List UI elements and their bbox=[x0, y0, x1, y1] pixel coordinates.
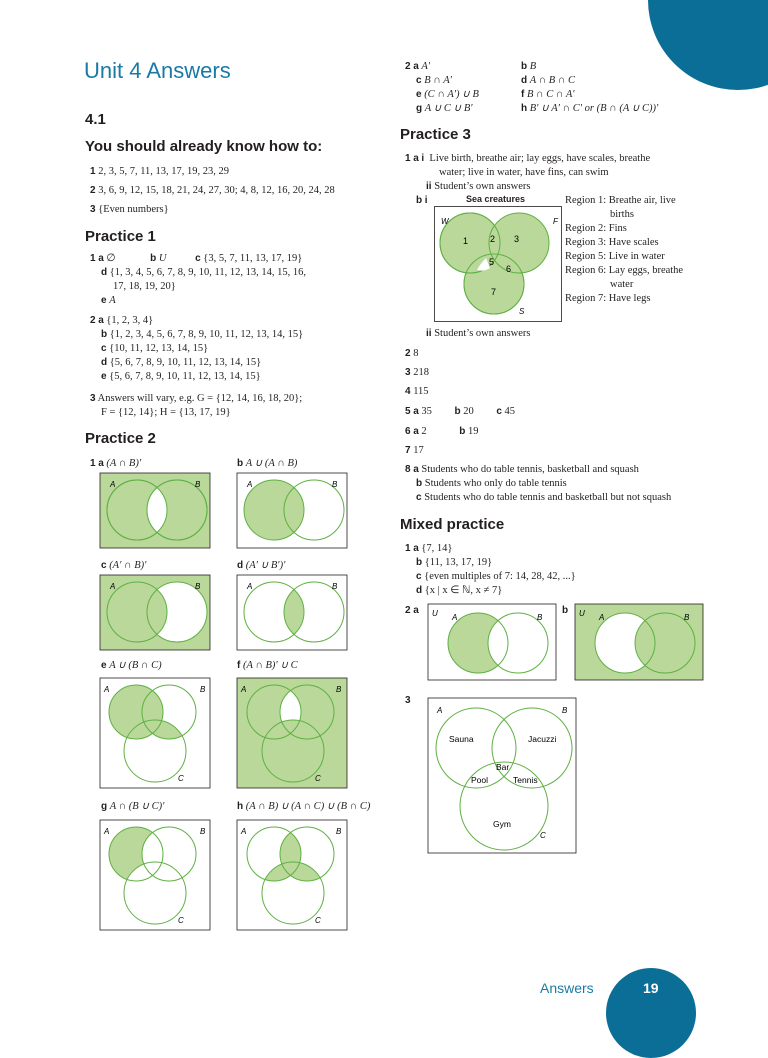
p2-cap-d: d (A′ ∪ B′)′ bbox=[237, 560, 286, 571]
p3-q4: 4 115 bbox=[405, 386, 429, 397]
set-label-b: B bbox=[562, 706, 568, 715]
mixed-q2a-label: 2 a bbox=[405, 605, 419, 616]
practice-3-heading: Practice 3 bbox=[400, 126, 471, 143]
region-2: 2 bbox=[490, 234, 496, 244]
p2-q2-row3: e (C ∩ A′) ∪ B bbox=[416, 89, 479, 100]
set-label-u: U bbox=[432, 609, 438, 618]
set-label-c: C bbox=[178, 774, 184, 783]
venn-mixed-2b bbox=[575, 604, 703, 680]
set-label-a: A bbox=[452, 613, 458, 622]
set-label-s: S bbox=[519, 307, 525, 316]
p2-cap-a: 1 a (A ∩ B)′ bbox=[90, 458, 142, 469]
set-label-a: A bbox=[110, 480, 116, 489]
p2-q2-row4: g A ∪ C ∪ B′ bbox=[416, 103, 473, 114]
p3-q1bii: ii Student’s own answers bbox=[426, 328, 531, 339]
p3-q3: 3 218 bbox=[405, 367, 429, 378]
p3-q1ai-cont: water; live in water, have fins, can swim bbox=[439, 167, 609, 178]
set-label-b: B bbox=[537, 613, 543, 622]
p2-q2-row3b: f B ∩ C ∩ A′ bbox=[521, 89, 575, 100]
p3-q2: 2 8 bbox=[405, 348, 419, 359]
region-5: 5 bbox=[489, 257, 495, 267]
set-label-a: A bbox=[247, 582, 253, 591]
set-label-c: C bbox=[540, 831, 546, 840]
section-number: 4.1 bbox=[85, 111, 106, 128]
label-gym: Gym bbox=[493, 819, 511, 829]
know-line-2: 2 3, 6, 9, 12, 15, 18, 21, 24, 27, 30; 4, 8, 12, 16, 20, 24, 28 bbox=[90, 185, 335, 196]
p1-q1d-cont: 17, 18, 19, 20} bbox=[113, 281, 176, 292]
p1-q3-cont: F = {12, 14}; H = {13, 17, 19} bbox=[101, 407, 231, 418]
page-title: Unit 4 Answers bbox=[84, 58, 231, 83]
region-desc-2: Region 2: Fins bbox=[565, 223, 627, 234]
p2-q2-row1b: b B bbox=[521, 61, 537, 72]
set-label-u: U bbox=[579, 609, 585, 618]
p3-q7: 7 17 bbox=[405, 445, 424, 456]
p3-q5: 5 a 35 b 20 c 45 bbox=[405, 406, 516, 417]
label-jacuzzi: Jacuzzi bbox=[528, 734, 557, 744]
set-label-b: B bbox=[332, 582, 338, 591]
p2-cap-e: e A ∪ (B ∩ C) bbox=[101, 660, 162, 671]
label-tennis: Tennis bbox=[513, 775, 538, 785]
mixed-q1b: b {11, 13, 17, 19} bbox=[416, 557, 493, 568]
region-1: 1 bbox=[463, 236, 469, 246]
p1-q2c: c {10, 11, 12, 13, 14, 15} bbox=[101, 343, 209, 354]
region-desc-1: Region 1: Breathe air, live bbox=[565, 195, 676, 206]
p2-q2-row2b: d A ∩ B ∩ C bbox=[521, 75, 576, 86]
region-desc-1b: births bbox=[610, 209, 634, 220]
p1-q1d: d {1, 3, 4, 5, 6, 7, 8, 9, 10, 11, 12, 13, 14, 15, 16, bbox=[101, 267, 307, 278]
mixed-q1a: 1 a {7, 14} bbox=[405, 543, 453, 554]
page-number: 19 bbox=[643, 980, 659, 996]
p1-q2e: e {5, 6, 7, 8, 9, 10, 11, 12, 13, 14, 15} bbox=[101, 371, 261, 382]
p2-cap-f: f (A ∩ B)′ ∪ C bbox=[237, 660, 298, 671]
practice-2-heading: Practice 2 bbox=[85, 430, 156, 447]
set-label-a: A bbox=[104, 827, 110, 836]
region-desc-6: Region 6: Lay eggs, breathe bbox=[565, 265, 684, 276]
p1-q2d: d {5, 6, 7, 8, 9, 10, 11, 12, 13, 14, 15} bbox=[101, 357, 262, 368]
region-desc-3: Region 3: Have scales bbox=[565, 237, 659, 248]
p1-q1-line1: 1 a ∅ b U c {3, 5, 7, 11, 13, 17, 19} bbox=[90, 253, 303, 264]
practice-1-heading: Practice 1 bbox=[85, 228, 156, 245]
p3-q6: 6 a 2 b 19 bbox=[405, 426, 479, 437]
p1-q2b: b {1, 2, 3, 4, 5, 6, 7, 8, 9, 10, 11, 12, 13, 14, 15} bbox=[101, 329, 304, 340]
know-line-3: 3 {Even numbers} bbox=[90, 204, 169, 215]
p1-q2a: 2 a {1, 2, 3, 4} bbox=[90, 315, 154, 326]
mixed-q1d: d {x | x ∈ ℕ, x ≠ 7} bbox=[416, 585, 503, 596]
label-sauna: Sauna bbox=[449, 734, 474, 744]
set-label-b: B bbox=[684, 613, 690, 622]
set-label-c: C bbox=[315, 916, 321, 925]
p1-q1e: e A bbox=[101, 295, 116, 306]
p3-q1ai: 1 a i Live birth, breathe air; lay eggs, have scales, breathe bbox=[405, 153, 651, 164]
region-desc-5: Region 5: Live in water bbox=[565, 251, 665, 262]
set-label-b: B bbox=[200, 685, 206, 694]
set-label-f: F bbox=[553, 217, 558, 226]
set-label-b: B bbox=[336, 827, 342, 836]
label-bar: Bar bbox=[496, 762, 510, 772]
venn-mixed-2a bbox=[428, 604, 556, 680]
set-label-a: A bbox=[599, 613, 605, 622]
p3-q8b: b Students who only do table tennis bbox=[416, 478, 567, 489]
p3-q1bi: b i bbox=[416, 195, 428, 206]
p2-q2-row1: 2 a A′ bbox=[405, 61, 431, 72]
know-line-1: 1 2, 3, 5, 7, 11, 13, 17, 19, 23, 29 bbox=[90, 166, 230, 177]
set-label-b: B bbox=[195, 582, 201, 591]
p2-q2-row2: c B ∩ A′ bbox=[416, 75, 452, 86]
region-6: 6 bbox=[506, 264, 512, 274]
set-label-b: B bbox=[200, 827, 206, 836]
p1-q3: 3 Answers will vary, e.g. G = {12, 14, 16, 18, 20}; bbox=[90, 393, 303, 404]
set-label-a: A bbox=[247, 480, 253, 489]
mixed-q1c: c {even multiples of 7: 14, 28, 42, ...} bbox=[416, 571, 576, 582]
set-label-w: W bbox=[441, 217, 449, 226]
footer-label: Answers bbox=[540, 980, 594, 996]
p3-q8c: c Students who do table tennis and basketball but not squash bbox=[416, 492, 672, 503]
region-3: 3 bbox=[514, 234, 520, 244]
venn-mixed-3 bbox=[428, 698, 576, 853]
set-label-a: A bbox=[437, 706, 443, 715]
set-label-a: A bbox=[241, 827, 247, 836]
p2-cap-b: b A ∪ (A ∩ B) bbox=[237, 458, 298, 469]
set-label-a: A bbox=[241, 685, 247, 694]
p2-cap-h: h (A ∩ B) ∪ (A ∩ C) ∪ (B ∩ C) bbox=[237, 801, 371, 812]
mixed-q3-label: 3 bbox=[405, 695, 411, 706]
mixed-q2b-label: b bbox=[562, 605, 569, 616]
set-label-c: C bbox=[178, 916, 184, 925]
region-desc-7: Region 7: Have legs bbox=[565, 293, 651, 304]
set-label-b: B bbox=[336, 685, 342, 694]
mixed-practice-heading: Mixed practice bbox=[400, 516, 505, 533]
set-label-c: C bbox=[315, 774, 321, 783]
p3-q8a: 8 a Students who do table tennis, basketball and squash bbox=[405, 464, 639, 475]
set-label-b: B bbox=[332, 480, 338, 489]
set-label-a: A bbox=[110, 582, 116, 591]
venn-title: Sea creatures bbox=[466, 194, 526, 204]
region-7: 7 bbox=[491, 287, 497, 297]
p3-q1aii: ii Student’s own answers bbox=[426, 181, 531, 192]
set-label-a: A bbox=[104, 685, 110, 694]
p2-q2-row4b: h B′ ∪ A′ ∩ C′ or (B ∩ (A ∪ C))′ bbox=[521, 103, 659, 114]
region-desc-6b: water bbox=[610, 279, 634, 290]
label-pool: Pool bbox=[471, 775, 489, 785]
p2-cap-c: c (A′ ∩ B)′ bbox=[101, 560, 147, 571]
p2-cap-g: g A ∩ (B ∪ C)′ bbox=[101, 801, 165, 812]
know-heading: You should already know how to: bbox=[85, 138, 323, 155]
set-label-b: B bbox=[195, 480, 201, 489]
